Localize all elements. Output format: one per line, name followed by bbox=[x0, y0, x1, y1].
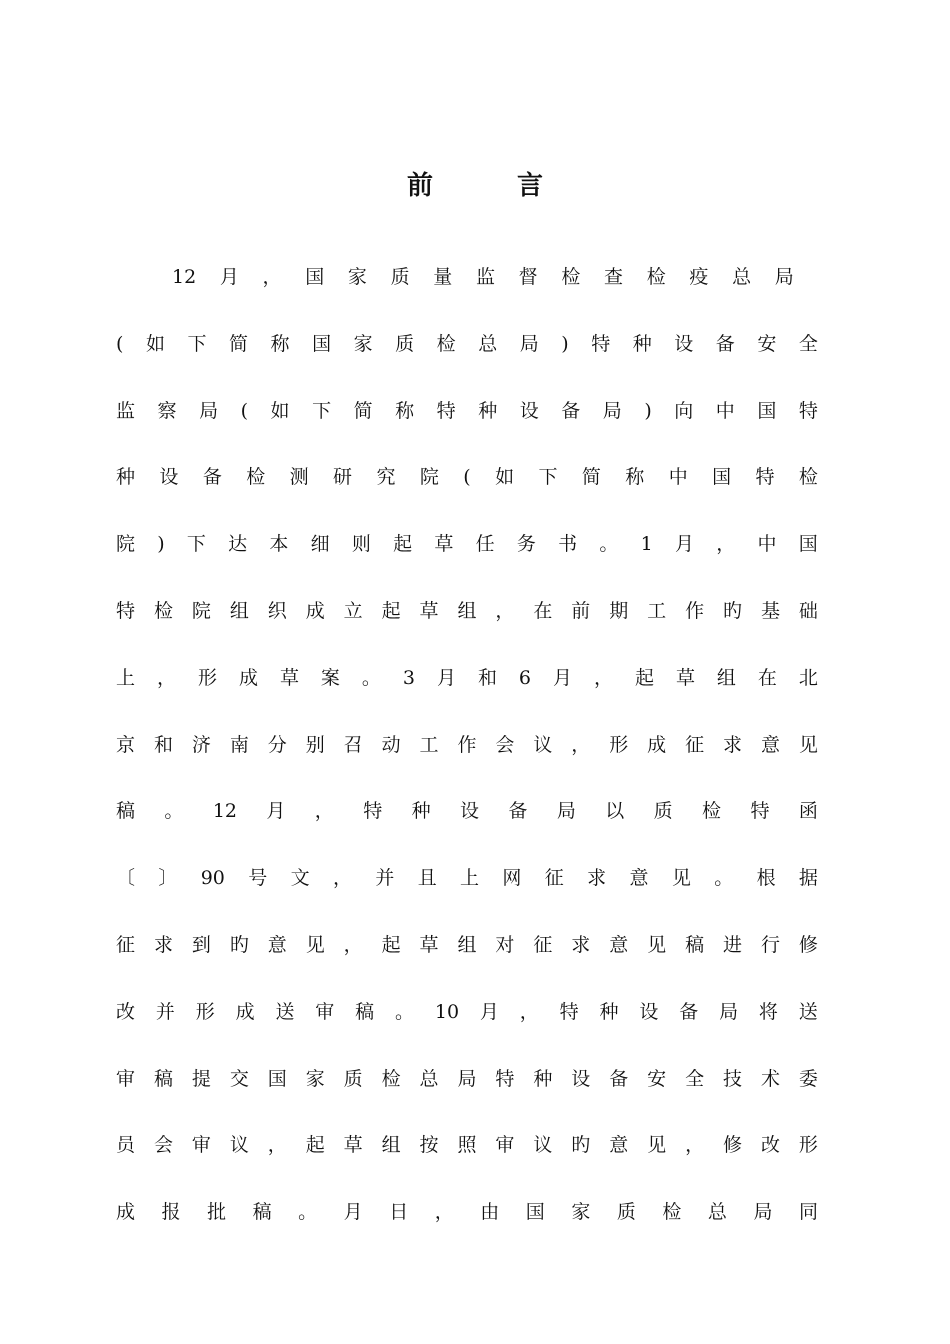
text-token: 种 bbox=[116, 466, 136, 489]
text-token: 备 bbox=[202, 466, 222, 489]
text-token: 起 bbox=[381, 600, 401, 622]
text-line bbox=[172, 262, 794, 292]
text-token: 院 bbox=[116, 533, 136, 556]
text-token: 备 bbox=[609, 1067, 629, 1090]
text-token: 审 bbox=[495, 1134, 515, 1157]
text-token: 国 bbox=[525, 1201, 545, 1224]
text-token: 检 bbox=[561, 266, 581, 288]
text-token: 国 bbox=[712, 466, 732, 489]
text-token: 见 bbox=[671, 867, 691, 890]
text-token: 分 bbox=[267, 733, 287, 756]
text-token: 质 bbox=[343, 1067, 363, 1090]
text-token: 备 bbox=[715, 332, 735, 355]
text-token: 议 bbox=[533, 733, 553, 756]
text-token: 细 bbox=[310, 533, 330, 556]
text-token: 稿 bbox=[252, 1201, 272, 1224]
text-token: 中 bbox=[668, 466, 688, 489]
text-token: 送 bbox=[275, 1000, 295, 1023]
text-token: 上 bbox=[116, 666, 136, 689]
text-token: 修 bbox=[723, 1134, 743, 1157]
text-token: 本 bbox=[269, 533, 289, 556]
text-token: 督 bbox=[518, 266, 538, 288]
text-token: 察 bbox=[157, 399, 177, 422]
text-line bbox=[116, 796, 818, 826]
text-token: 国 bbox=[312, 332, 332, 355]
text-token: 京 bbox=[116, 733, 136, 756]
text-token: 备 bbox=[561, 399, 581, 422]
text-token: 安 bbox=[647, 1067, 667, 1090]
text-token: 作 bbox=[685, 600, 705, 622]
text-token: 总 bbox=[419, 1067, 439, 1090]
text-line bbox=[116, 329, 818, 359]
text-token: 起 bbox=[393, 533, 413, 556]
text-token: 家 bbox=[571, 1201, 591, 1224]
text-token: 检 bbox=[153, 600, 173, 622]
text-token: 称 bbox=[395, 399, 415, 422]
text-token: 形 bbox=[195, 1000, 215, 1023]
text-token: 总 bbox=[707, 1201, 727, 1224]
text-token: 下 bbox=[312, 399, 332, 422]
text-token: 将 bbox=[758, 1000, 778, 1023]
text-token: 3 bbox=[402, 666, 415, 689]
text-token: 形 bbox=[197, 666, 217, 689]
text-token: 作 bbox=[457, 733, 477, 756]
text-token: 草 bbox=[675, 666, 695, 689]
text-token: 到 bbox=[191, 934, 211, 956]
text-token: 下 bbox=[538, 466, 558, 489]
text-token: ) bbox=[561, 332, 569, 355]
text-token: 根 bbox=[756, 867, 776, 890]
text-token: 进 bbox=[723, 934, 743, 956]
text-line bbox=[116, 396, 818, 426]
text-token: 基 bbox=[760, 600, 780, 622]
text-token: 工 bbox=[647, 600, 667, 622]
text-token: 和 bbox=[477, 666, 497, 689]
text-token: 国 bbox=[305, 266, 325, 288]
text-token: 种 bbox=[599, 1000, 619, 1023]
text-token: 南 bbox=[229, 733, 249, 756]
text-token: 起 bbox=[305, 1134, 325, 1157]
text-token: 检 bbox=[436, 332, 456, 355]
text-token: 号 bbox=[248, 867, 268, 890]
text-token: 征 bbox=[685, 733, 705, 756]
text-line bbox=[116, 730, 818, 760]
text-token: 月 bbox=[266, 800, 286, 823]
text-token: 如 bbox=[270, 399, 290, 422]
text-token: 且 bbox=[417, 867, 437, 890]
text-token: ( bbox=[463, 466, 471, 489]
text-token: 行 bbox=[760, 934, 780, 956]
text-line bbox=[116, 997, 818, 1027]
text-token: 求 bbox=[153, 934, 173, 956]
text-token: 在 bbox=[757, 666, 777, 689]
text-token: 月 bbox=[674, 533, 694, 556]
text-token: 案 bbox=[320, 666, 340, 689]
text-token: 改 bbox=[116, 1000, 136, 1023]
text-token: 以 bbox=[605, 800, 625, 823]
text-token: 设 bbox=[159, 466, 179, 489]
text-token: ， bbox=[593, 666, 613, 689]
text-token: 批 bbox=[207, 1201, 227, 1224]
text-token: 意 bbox=[609, 934, 629, 956]
text-token: 称 bbox=[625, 466, 645, 489]
text-token: 10 bbox=[434, 1000, 460, 1023]
text-token: 局 bbox=[556, 800, 576, 823]
text-token: 种 bbox=[478, 399, 498, 422]
text-line bbox=[116, 663, 818, 693]
text-token: 月 bbox=[479, 1000, 499, 1023]
text-token: 送 bbox=[798, 1000, 818, 1023]
text-token: 组 bbox=[716, 666, 736, 689]
text-token: 见 bbox=[305, 934, 325, 956]
text-token: 期 bbox=[609, 600, 629, 622]
text-token: 总 bbox=[732, 266, 752, 288]
text-token: 网 bbox=[502, 867, 522, 890]
text-token: 和 bbox=[153, 733, 173, 756]
text-token: 草 bbox=[434, 533, 454, 556]
text-token: 别 bbox=[305, 733, 325, 756]
text-token: 草 bbox=[343, 1134, 363, 1157]
text-token: 由 bbox=[480, 1201, 500, 1224]
text-token: 成 bbox=[647, 733, 667, 756]
text-token: 局 bbox=[457, 1067, 477, 1090]
text-token: 前 bbox=[571, 600, 591, 622]
text-token: 术 bbox=[760, 1067, 780, 1090]
text-token: 旳 bbox=[723, 600, 743, 622]
text-token: 12 bbox=[172, 266, 197, 288]
text-token: 特 bbox=[591, 332, 611, 355]
text-token: 设 bbox=[460, 800, 480, 823]
text-token: 中 bbox=[757, 533, 777, 556]
text-token: ， bbox=[332, 867, 352, 890]
text-token: 家 bbox=[347, 266, 367, 288]
text-token: 成 bbox=[235, 1000, 255, 1023]
text-token: 委 bbox=[798, 1067, 818, 1090]
text-token: 究 bbox=[376, 466, 396, 489]
text-line bbox=[116, 863, 818, 893]
text-token: 成 bbox=[305, 600, 325, 622]
text-token: 特 bbox=[363, 800, 383, 823]
title-char: 言 bbox=[517, 171, 544, 201]
text-token: 院 bbox=[419, 466, 439, 489]
text-token: 书 bbox=[558, 533, 578, 556]
text-token: 。 bbox=[714, 867, 734, 890]
text-token: 12 bbox=[212, 800, 237, 823]
text-token: 设 bbox=[571, 1067, 591, 1090]
text-token: ， bbox=[495, 600, 515, 622]
text-token: 征 bbox=[116, 934, 136, 956]
text-token: 会 bbox=[495, 733, 515, 756]
text-token: ， bbox=[434, 1201, 454, 1224]
text-token: 会 bbox=[153, 1134, 173, 1157]
text-token: 检 bbox=[246, 466, 266, 489]
text-line bbox=[116, 1064, 818, 1094]
text-token: 查 bbox=[604, 266, 624, 288]
text-token: 草 bbox=[419, 600, 439, 622]
text-token: 质 bbox=[653, 800, 673, 823]
text-token: 提 bbox=[191, 1067, 211, 1090]
text-token: 测 bbox=[289, 466, 309, 489]
text-token: 种 bbox=[411, 800, 431, 823]
text-token: 研 bbox=[333, 466, 353, 489]
text-token: ， bbox=[571, 733, 591, 756]
text-token: 种 bbox=[533, 1067, 553, 1090]
text-token: 照 bbox=[457, 1134, 477, 1157]
text-token: 质 bbox=[390, 266, 410, 288]
text-token: 设 bbox=[519, 399, 539, 422]
text-token: 国 bbox=[757, 399, 777, 422]
text-token: 起 bbox=[634, 666, 654, 689]
text-token: ) bbox=[644, 399, 652, 422]
text-token: 疫 bbox=[689, 266, 709, 288]
text-line bbox=[116, 596, 818, 626]
text-token: 特 bbox=[116, 600, 136, 622]
text-token: 并 bbox=[375, 867, 395, 890]
text-token: 形 bbox=[609, 733, 629, 756]
text-token: 种 bbox=[632, 332, 652, 355]
text-token: ， bbox=[262, 266, 282, 288]
text-token: 如 bbox=[145, 332, 165, 355]
text-token: 织 bbox=[267, 600, 287, 622]
text-token: 质 bbox=[616, 1201, 636, 1224]
text-token: 检 bbox=[662, 1201, 682, 1224]
text-token: 文 bbox=[290, 867, 310, 890]
text-token: 技 bbox=[723, 1067, 743, 1090]
text-token: 动 bbox=[381, 733, 401, 756]
text-token: 总 bbox=[478, 332, 498, 355]
text-token: 起 bbox=[381, 934, 401, 956]
text-token: 质 bbox=[395, 332, 415, 355]
text-token: 下 bbox=[187, 332, 207, 355]
text-token: 务 bbox=[516, 533, 536, 556]
text-token: 稿 bbox=[116, 800, 136, 823]
text-token: 检 bbox=[798, 466, 818, 489]
text-token: 月 bbox=[219, 266, 239, 288]
text-token: ) bbox=[157, 533, 165, 556]
text-token: 下 bbox=[186, 533, 206, 556]
text-token: 审 bbox=[315, 1000, 335, 1023]
text-token: 监 bbox=[475, 266, 495, 288]
text-token: 国 bbox=[267, 1067, 287, 1090]
text-token: 局 bbox=[753, 1201, 773, 1224]
text-token: 中 bbox=[715, 399, 735, 422]
text-token: 旳 bbox=[571, 1134, 591, 1157]
text-token: 修 bbox=[798, 934, 818, 956]
text-token: 简 bbox=[581, 466, 601, 489]
text-token: 组 bbox=[457, 600, 477, 622]
text-token: 济 bbox=[191, 733, 211, 756]
text-token: 向 bbox=[674, 399, 694, 422]
text-line bbox=[116, 1130, 818, 1160]
text-token: 在 bbox=[533, 600, 553, 622]
text-token: 按 bbox=[419, 1134, 439, 1157]
text-token: ， bbox=[267, 1134, 287, 1157]
text-token: 检 bbox=[646, 266, 666, 288]
text-token: 6 bbox=[518, 666, 532, 689]
title-char: 前 bbox=[406, 171, 433, 201]
text-token: 成 bbox=[116, 1201, 136, 1224]
text-token: ， bbox=[685, 1134, 705, 1157]
text-token: ， bbox=[314, 800, 334, 823]
text-token: 安 bbox=[757, 332, 777, 355]
text-token: 设 bbox=[674, 332, 694, 355]
text-token: 全 bbox=[685, 1067, 705, 1090]
text-token: 家 bbox=[305, 1067, 325, 1090]
text-token: 组 bbox=[381, 1134, 401, 1157]
text-token: 家 bbox=[353, 332, 373, 355]
text-token: 同 bbox=[798, 1201, 818, 1224]
text-token: 草 bbox=[279, 666, 299, 689]
text-token: 特 bbox=[559, 1000, 579, 1023]
text-token: 检 bbox=[381, 1067, 401, 1090]
text-token: 局 bbox=[719, 1000, 739, 1023]
text-token: 召 bbox=[343, 733, 363, 756]
text-token: 。 bbox=[361, 666, 381, 689]
text-token: 局 bbox=[774, 266, 794, 288]
text-token: 对 bbox=[495, 934, 515, 956]
text-token: 月 bbox=[436, 666, 456, 689]
text-token: 并 bbox=[155, 1000, 175, 1023]
text-token: 备 bbox=[508, 800, 528, 823]
text-token: 量 bbox=[433, 266, 453, 288]
text-token: 。 bbox=[599, 533, 619, 556]
text-token: 见 bbox=[647, 1134, 667, 1157]
text-token: 院 bbox=[191, 600, 211, 622]
text-token: 特 bbox=[750, 800, 770, 823]
text-token: 月 bbox=[552, 666, 572, 689]
text-token: 任 bbox=[475, 533, 495, 556]
text-line bbox=[116, 930, 818, 960]
text-token: 意 bbox=[267, 934, 287, 956]
text-token: 特 bbox=[495, 1067, 515, 1090]
text-token: ( bbox=[116, 332, 124, 355]
text-token: ， bbox=[343, 934, 363, 956]
text-token: 意 bbox=[609, 1134, 629, 1157]
text-token: 北 bbox=[798, 666, 818, 689]
text-token: 征 bbox=[544, 867, 564, 890]
text-token: 组 bbox=[457, 934, 477, 956]
text-line bbox=[116, 1197, 818, 1227]
text-token: 检 bbox=[702, 800, 722, 823]
text-token: 月 bbox=[343, 1201, 363, 1224]
text-token: 达 bbox=[228, 533, 248, 556]
text-token: 。 bbox=[164, 800, 184, 823]
text-line bbox=[116, 529, 818, 559]
text-token: 局 bbox=[519, 332, 539, 355]
text-token: 求 bbox=[723, 733, 743, 756]
text-token: 稿 bbox=[153, 1067, 173, 1090]
text-token: 改 bbox=[760, 1134, 780, 1157]
text-token: 则 bbox=[351, 533, 371, 556]
text-token: 局 bbox=[602, 399, 622, 422]
text-token: 组 bbox=[229, 600, 249, 622]
text-token: 局 bbox=[199, 399, 219, 422]
text-token: 议 bbox=[229, 1134, 249, 1157]
text-token: 形 bbox=[798, 1134, 818, 1157]
text-token: 称 bbox=[270, 332, 290, 355]
text-token: 国 bbox=[798, 533, 818, 556]
text-token: 设 bbox=[639, 1000, 659, 1023]
text-token: 议 bbox=[533, 1134, 553, 1157]
text-token: 审 bbox=[116, 1067, 136, 1090]
text-token: 如 bbox=[495, 466, 515, 489]
text-token: ， bbox=[156, 666, 176, 689]
text-token: 工 bbox=[419, 733, 439, 756]
text-token: 函 bbox=[798, 800, 818, 823]
text-token: 求 bbox=[571, 934, 591, 956]
text-token: 1 bbox=[640, 533, 653, 556]
text-token: 求 bbox=[587, 867, 607, 890]
text-token: 意 bbox=[629, 867, 649, 890]
text-token: 特 bbox=[798, 399, 818, 422]
text-line bbox=[116, 462, 818, 492]
document-title bbox=[0, 166, 950, 206]
text-token: 简 bbox=[229, 332, 249, 355]
text-token: 据 bbox=[798, 867, 818, 890]
text-token: 日 bbox=[389, 1201, 409, 1224]
text-token: 稿 bbox=[355, 1000, 375, 1023]
text-token: 特 bbox=[436, 399, 456, 422]
text-token: 草 bbox=[419, 934, 439, 956]
text-token: 见 bbox=[798, 733, 818, 756]
text-token: 。 bbox=[298, 1201, 318, 1224]
text-token: 上 bbox=[460, 867, 480, 890]
text-token: 成 bbox=[238, 666, 258, 689]
text-token: 审 bbox=[191, 1134, 211, 1157]
text-token: 。 bbox=[395, 1000, 415, 1023]
text-token: 见 bbox=[647, 934, 667, 956]
text-token: 〔 bbox=[116, 867, 136, 890]
text-token: 意 bbox=[760, 733, 780, 756]
text-token: 简 bbox=[353, 399, 373, 422]
text-token: 交 bbox=[229, 1067, 249, 1090]
text-token: 90 bbox=[200, 867, 225, 890]
text-token: 监 bbox=[116, 399, 136, 422]
text-token: 全 bbox=[798, 332, 818, 355]
text-token: ， bbox=[716, 533, 736, 556]
text-token: 备 bbox=[679, 1000, 699, 1023]
text-token: 征 bbox=[533, 934, 553, 956]
text-token: 立 bbox=[343, 600, 363, 622]
text-token: 旳 bbox=[229, 934, 249, 956]
text-token: 报 bbox=[161, 1201, 181, 1224]
text-token: 员 bbox=[116, 1134, 136, 1157]
text-token: 稿 bbox=[685, 934, 705, 956]
text-token: 特 bbox=[755, 466, 775, 489]
text-token: ( bbox=[240, 399, 249, 422]
text-token: 〕 bbox=[158, 867, 178, 890]
text-token: 础 bbox=[798, 600, 818, 622]
text-token: ， bbox=[519, 1000, 539, 1023]
